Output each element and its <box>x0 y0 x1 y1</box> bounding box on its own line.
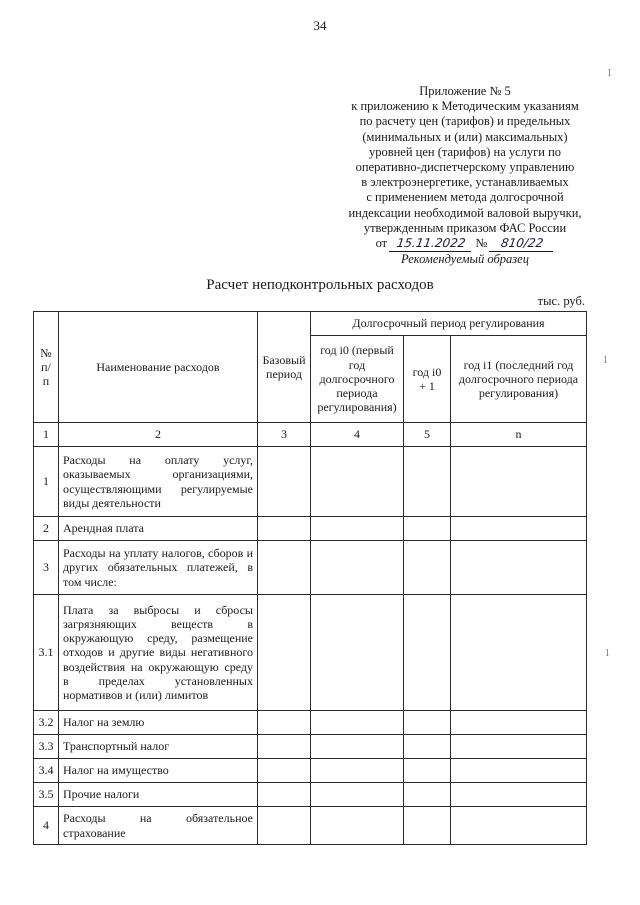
value-cell <box>404 711 451 735</box>
document-title: Расчет неподконтрольных расходов <box>206 277 434 293</box>
header-year-i1: год i1 (последний год долгосрочного периода регулирования) <box>451 336 587 423</box>
header-year-i0: год i0 (первый год долгосрочного периода регулирования) <box>311 336 404 423</box>
row-num: 1 <box>34 447 59 517</box>
order-reference <box>335 236 595 252</box>
recommended-sample-label: Рекомендуемый образец <box>401 252 529 267</box>
value-cell <box>258 807 311 845</box>
value-cell <box>311 759 404 783</box>
value-cell <box>311 735 404 759</box>
table-row <box>34 595 587 711</box>
value-cell <box>451 595 587 711</box>
value-cell <box>311 711 404 735</box>
header-long-term-period: Долгосрочный период регулирования <box>311 312 587 336</box>
value-cell <box>258 595 311 711</box>
column-index: 1 <box>34 423 59 447</box>
value-cell <box>451 783 587 807</box>
value-cell <box>258 759 311 783</box>
value-cell <box>404 447 451 517</box>
column-index: 2 <box>59 423 258 447</box>
value-cell <box>404 759 451 783</box>
header-base-period: Базовый период <box>258 312 311 423</box>
appendix-line: в электроэнергетике, устанавливаемых <box>361 175 569 190</box>
table-row <box>34 759 587 783</box>
value-cell <box>451 447 587 517</box>
value-cell <box>258 711 311 735</box>
row-num: 4 <box>34 807 59 845</box>
value-cell <box>258 541 311 595</box>
scan-artifact: ⅼ <box>604 355 607 365</box>
column-index: 3 <box>258 423 311 447</box>
row-name: Расходы на уплату налогов, сборов и других обязательных платежей, в том числе: <box>59 541 258 595</box>
order-date: 15.11.2022 <box>389 236 473 252</box>
header-num: № п/п <box>34 312 59 423</box>
value-cell <box>258 447 311 517</box>
value-cell <box>311 447 404 517</box>
appendix-line: Приложение № 5 <box>419 84 511 98</box>
header-year-i0-plus-1: год i0 + 1 <box>404 336 451 423</box>
row-name: Плата за выбросы и сбросы загрязняющих веществ в окружающую среду, размещение отходов и другие виды негативного воздействия на окружающую среду в пределах установленных нормативов и (или) лимитов <box>59 595 258 711</box>
table-row <box>34 711 587 735</box>
value-cell <box>258 517 311 541</box>
table-header-row <box>34 312 587 336</box>
value-cell <box>451 735 587 759</box>
row-name: Транспортный налог <box>59 735 258 759</box>
appendix-line: с применением метода долгосрочной <box>366 190 564 205</box>
value-cell <box>311 807 404 845</box>
row-num: 3 <box>34 541 59 595</box>
row-num: 3.5 <box>34 783 59 807</box>
value-cell <box>404 595 451 711</box>
appendix-block <box>335 84 595 267</box>
value-cell <box>258 735 311 759</box>
number-label: № <box>475 236 488 251</box>
value-cell <box>404 541 451 595</box>
value-cell <box>451 517 587 541</box>
value-cell <box>311 595 404 711</box>
scan-artifact: ⅼ <box>608 68 611 78</box>
from-label: от <box>375 236 388 251</box>
value-cell <box>404 807 451 845</box>
value-cell <box>451 541 587 595</box>
appendix-line: по расчету цен (тарифов) и предельных <box>359 114 571 129</box>
value-cell <box>451 807 587 845</box>
row-num: 3.2 <box>34 711 59 735</box>
table-row <box>34 735 587 759</box>
column-index-row <box>34 423 587 447</box>
value-cell <box>311 783 404 807</box>
table-row <box>34 807 587 845</box>
value-cell <box>258 783 311 807</box>
row-name: Налог на имущество <box>59 759 258 783</box>
row-name: Налог на землю <box>59 711 258 735</box>
row-num: 2 <box>34 517 59 541</box>
value-cell <box>311 541 404 595</box>
value-cell <box>451 711 587 735</box>
table-row <box>34 541 587 595</box>
column-index: 5 <box>404 423 451 447</box>
table-row <box>34 783 587 807</box>
scan-artifact: ⅼ <box>606 648 609 658</box>
appendix-line: индексации необходимой валовой выручки, <box>348 205 582 220</box>
table-row <box>34 447 587 517</box>
row-name: Прочие налоги <box>59 783 258 807</box>
appendix-line: (минимальных и (или) максимальных) <box>362 129 568 144</box>
value-cell <box>404 783 451 807</box>
value-cell <box>404 735 451 759</box>
header-name: Наименование расходов <box>59 312 258 423</box>
page-number: 34 <box>313 18 327 33</box>
row-name: Расходы на оплату услуг, оказываемых организациями, осуществляющими регулируемые виды деятельности <box>59 447 258 517</box>
table-row <box>34 517 587 541</box>
order-number: 810/22 <box>489 236 555 252</box>
value-cell <box>404 517 451 541</box>
column-index: n <box>451 423 587 447</box>
value-cell <box>311 517 404 541</box>
row-num: 3.3 <box>34 735 59 759</box>
value-cell <box>451 759 587 783</box>
appendix-line: уровней цен (тарифов) на услуги по <box>368 144 562 159</box>
appendix-line: утвержденным приказом ФАС России <box>363 220 567 235</box>
units-label: тыс. руб. <box>537 294 585 308</box>
column-index: 4 <box>311 423 404 447</box>
costs-table <box>33 311 587 845</box>
appendix-line: к приложению к Методическим указаниям <box>351 99 579 114</box>
row-num: 3.4 <box>34 759 59 783</box>
row-name: Расходы на обязательное страхование <box>59 807 258 845</box>
row-name: Арендная плата <box>59 517 258 541</box>
row-num: 3.1 <box>34 595 59 711</box>
appendix-line: оперативно-диспетчерскому управлению <box>355 160 575 175</box>
